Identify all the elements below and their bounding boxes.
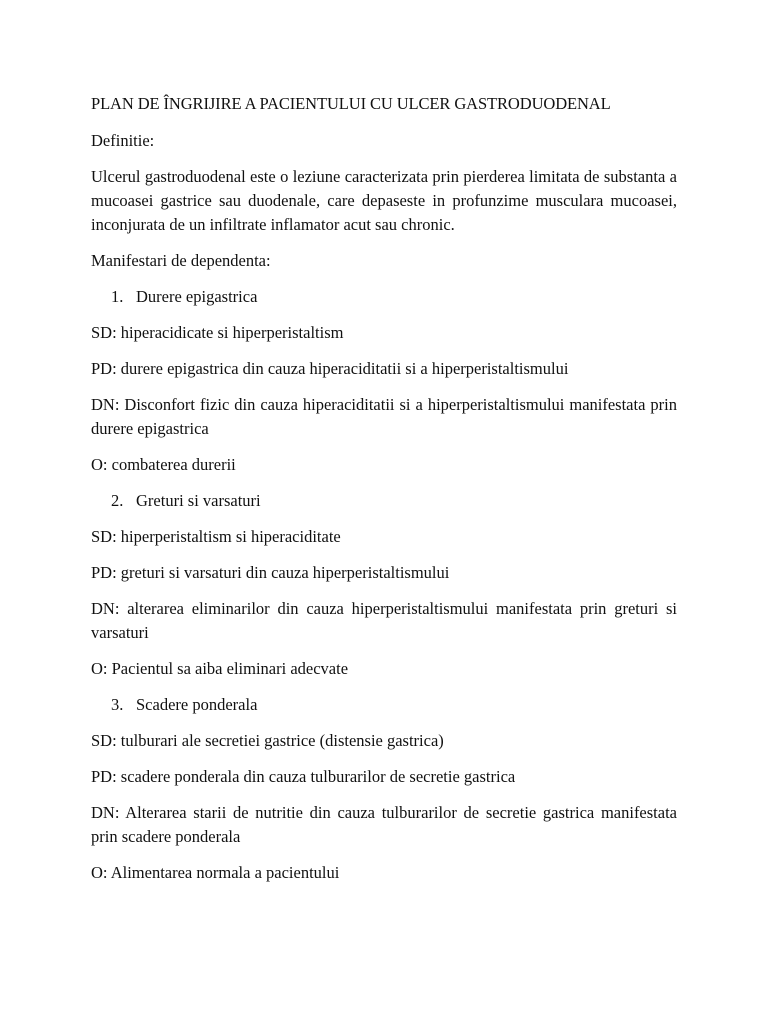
definition-text: Ulcerul gastroduodenal este o leziune caracterizata prin pierderea limitata de substanta a mucoasei gastrice sau duodenale, care depaseste in profunzime musculara mucoasei, inconjurata de un infiltrate inflamator acut sau chronic. [91, 167, 677, 234]
document-title: PLAN DE ÎNGRIJIRE A PACIENTULUI CU ULCER GASTRODUODENAL [91, 94, 611, 113]
dn-line: DN: Disconfort fizic din cauza hiperaciditatii si a hiperperistaltismului manifestata prin durere epigastrica [91, 395, 677, 438]
pd-line: PD: greturi si varsaturi din cauza hiperperistaltismului [91, 563, 450, 582]
section-number: 3. [111, 695, 124, 714]
section-heading [91, 693, 677, 717]
section-heading-text: Scadere ponderala [136, 695, 258, 714]
section-2 [91, 489, 677, 681]
pd-line: PD: scadere ponderala din cauza tulburarilor de secretie gastrica [91, 767, 516, 786]
section-heading-text: Durere epigastrica [136, 287, 258, 306]
section-heading [91, 489, 677, 513]
section-3 [91, 693, 677, 885]
section-1 [91, 285, 677, 477]
dn-line: DN: Alterarea starii de nutritie din cauza tulburarilor de secretie gastrica manifestata prin scadere ponderala [91, 803, 677, 846]
sd-line: SD: tulburari ale secretiei gastrice (distensie gastrica) [91, 731, 444, 750]
section-heading [91, 285, 677, 309]
definition-label: Definitie: [91, 131, 155, 150]
sd-line: SD: hiperacidicate si hiperperistaltism [91, 323, 344, 342]
o-line: O: combaterea durerii [91, 455, 236, 474]
dn-line: DN: alterarea eliminarilor din cauza hiperperistaltismului manifestata prin greturi si varsaturi [91, 599, 677, 642]
section-heading-text: Greturi si varsaturi [136, 491, 261, 510]
document-body [91, 92, 677, 897]
section-number: 1. [111, 287, 124, 306]
section-number: 2. [111, 491, 124, 510]
pd-line: PD: durere epigastrica din cauza hiperaciditatii si a hiperperistaltismului [91, 359, 569, 378]
manifestations-label: Manifestari de dependenta: [91, 251, 271, 270]
sd-line: SD: hiperperistaltism si hiperaciditate [91, 527, 341, 546]
o-line: O: Alimentarea normala a pacientului [91, 863, 340, 882]
o-line: O: Pacientul sa aiba eliminari adecvate [91, 659, 349, 678]
